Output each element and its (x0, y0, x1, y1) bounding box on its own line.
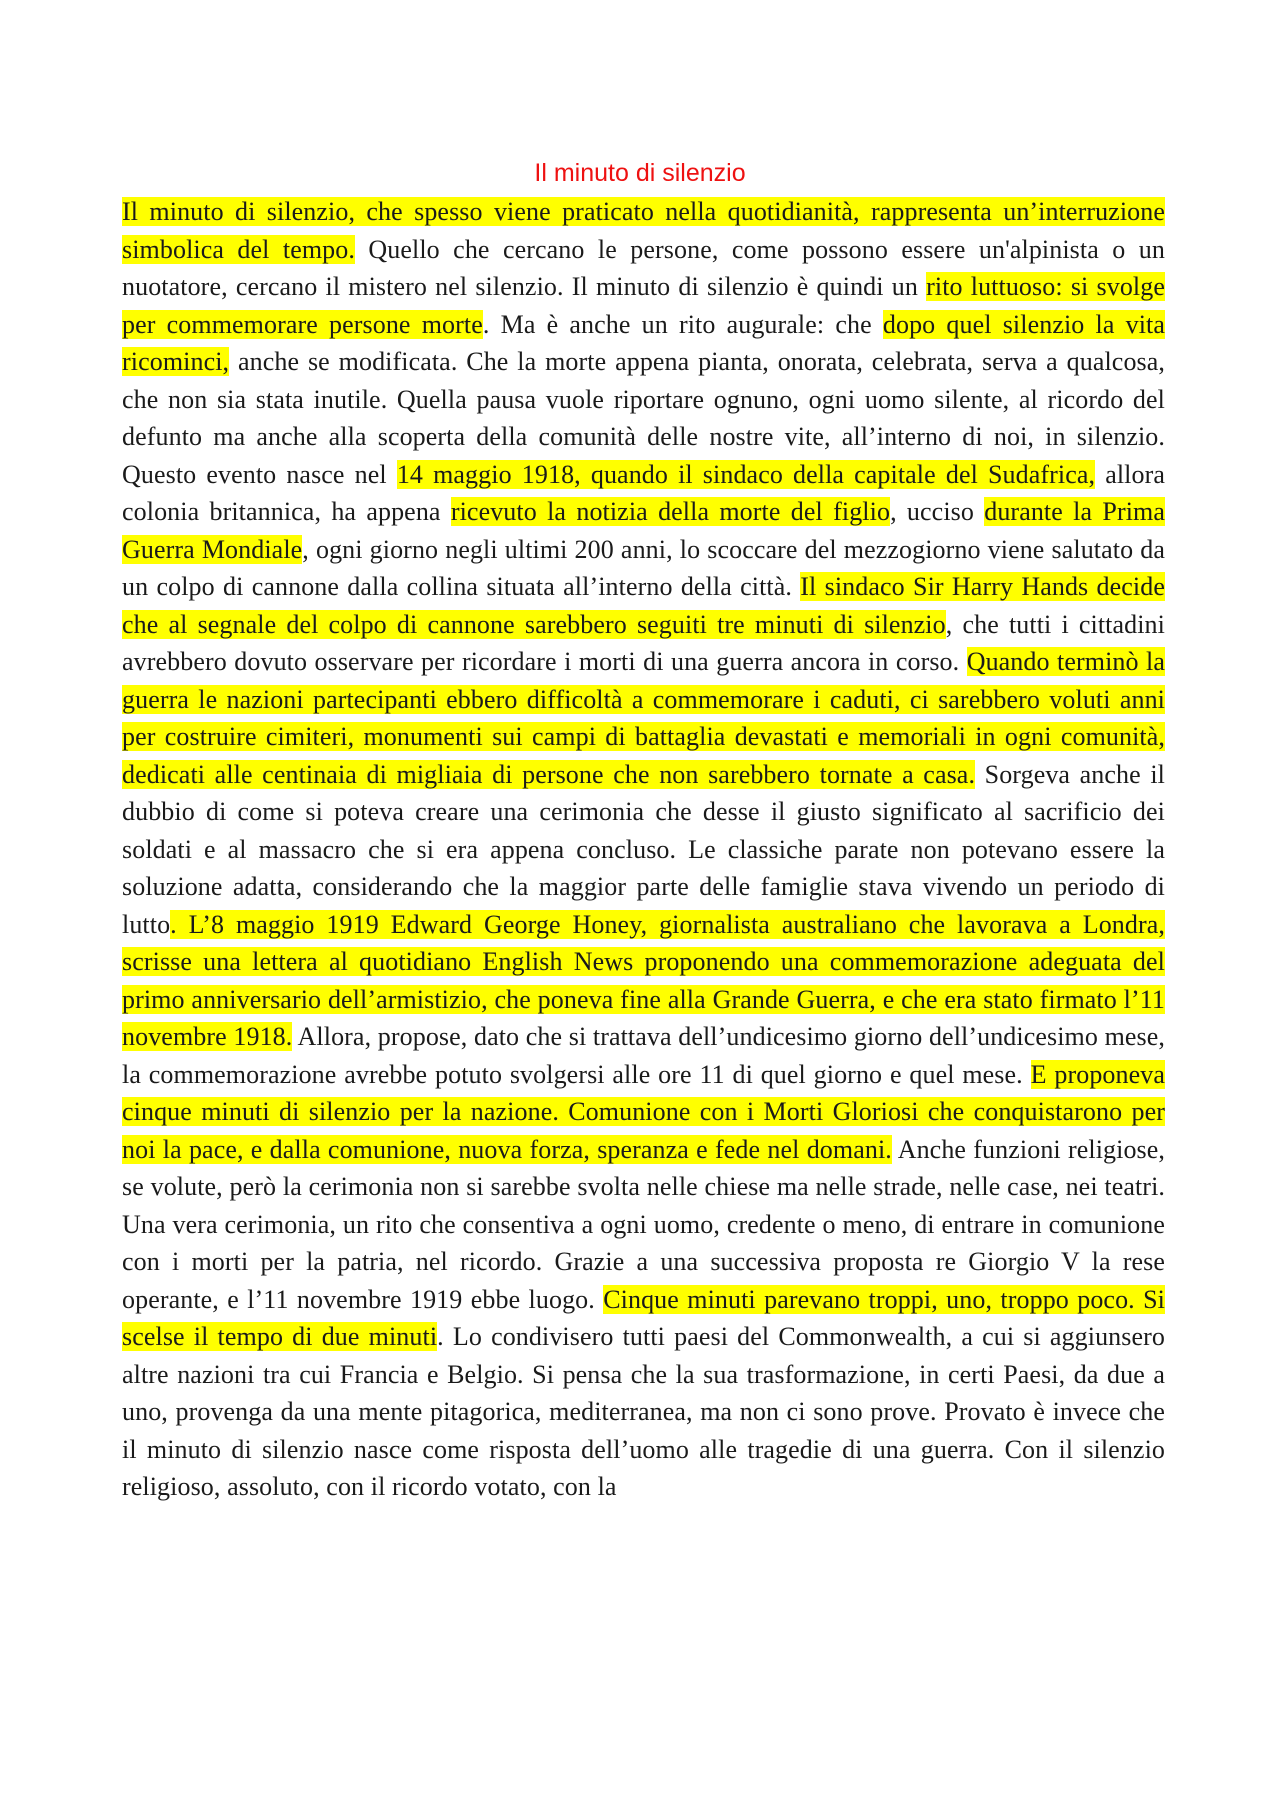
text-run: Anche funzioni religiose, se volute, però la cerimonia non si sarebbe svolta nelle chiese ma nelle strade, nelle case, nei teatri. Una vera cerimonia, un rito che consentiva a ogni uomo, credente o meno, di entrare in comunione con i morti per la patria, nel ricordo. Grazie a una successiva proposta re Giorgio V la rese operante, e l’11 novembre 1919 ebbe luogo. (122, 1134, 1165, 1314)
text-run: Quello che cercano le persone, come possono essere un'alpinista o un nuotatore, cercano il mistero nel silenzio. Il minuto di silenzio è quindi un (122, 234, 1166, 301)
highlighted-text: E proponeva cinque minuti di silenzio per la nazione. Comunione con i Morti Gloriosi che conquistarono per noi la pace, e dalla comunione, nuova forza, speranza e fede nel domani. (122, 1059, 1165, 1164)
highlighted-text: ricevuto la notizia della morte del figlio (450, 497, 891, 526)
text-run: Allora, propose, dato che si trattava dell’undicesimo giorno dell’undicesimo mese, la commemorazione avrebbe potuto svolgersi alle ore 11 di quel giorno e quel mese. (122, 1022, 1165, 1089)
highlighted-text: Il minuto di silenzio, che spesso viene praticato nella quotidianità, rappresenta un’interruzione simbolica del tempo. (122, 197, 1165, 264)
text-run: , ucciso (890, 497, 985, 526)
body-paragraph (122, 193, 1165, 1506)
text-run: . Lo condivisero tutti paesi del Commonwealth, a cui si aggiunsero altre nazioni tra cui Francia e Belgio. Si pensa che la sua trasformazione, in certi Paesi, da due a uno, provenga da una mente pitagorica, mediterranea, ma non ci sono prove. Provato è invece che il minuto di silenzio nasce come risposta dell’uomo alle tragedie di una guerra. Con il silenzio religioso, assoluto, con il ricordo votato, con la (122, 1322, 1165, 1501)
highlighted-text: rito luttuoso: si svolge per commemorare persone morte (122, 272, 1165, 339)
text-run: , che tutti i cittadini avrebbero dovuto osservare per ricordare i morti di una guerra ancora in corso. (122, 609, 1165, 676)
text-run: Sorgeva anche il dubbio di come si poteva creare una cerimonia che desse il giusto significato al sacrificio dei soldati e al massacro che si era appena concluso. Le classiche parate non potevano essere la soluzione adatta, considerando che la maggior parte delle famiglie stava vivendo un periodo di lutto (122, 759, 1166, 939)
text-run: anche se modificata. Che la morte appena pianta, onorata, celebrata, serva a qualcosa, che non sia stata inutile. Quella pausa vuole riportare ognuno, ogni uomo silente, al ricordo del defunto ma anche alla scoperta della comunità delle nostre vite, all’interno di noi, in silenzio. Questo evento nasce nel (122, 347, 1165, 489)
highlighted-text: Quando terminò la guerra le nazioni partecipanti ebbero difficoltà a commemorare i caduti, ci sarebbero voluti anni per costruire cimiteri, monumenti sui campi di battaglia devastati e memoriali in ogni comunità, dedicati alle centinaia di migliaia di persone che non sarebbero tornate a casa. (122, 647, 1165, 789)
text-run: , ogni giorno negli ultimi 200 anni, lo scoccare del mezzogiorno viene salutato da un colpo di cannone dalla collina situata all’interno della città. (122, 534, 1165, 601)
highlighted-text: durante la Prima Guerra Mondiale (122, 497, 1166, 564)
text-run: allora colonia britannica, ha appena (122, 459, 1165, 526)
page-title: Il minuto di silenzio (534, 159, 746, 187)
text-run: . Ma è anche un rito augurale: che (482, 309, 883, 339)
highlighted-text: . L’8 maggio 1919 Edward George Honey, giornalista australiano che lavorava a Londra, scrisse una lettera al quotidiano English News proponendo una commemorazione adeguata del primo anniversario dell’armistizio, che poneva fine alla Grande Guerra, e che era stato firmato l’11 novembre 1918. (122, 909, 1165, 1051)
highlighted-text: dopo quel silenzio la vita ricominci, (122, 309, 1166, 376)
highlighted-text: Cinque minuti parevano troppi, uno, troppo poco. Si scelse il tempo di due minuti (122, 1284, 1165, 1351)
highlighted-text: Il sindaco Sir Harry Hands decide che al segnale del colpo di cannone sarebbero seguiti tre minuti di silenzio (122, 572, 1165, 639)
highlighted-text: 14 maggio 1918, quando il sindaco della capitale del Sudafrica, (396, 459, 1096, 489)
